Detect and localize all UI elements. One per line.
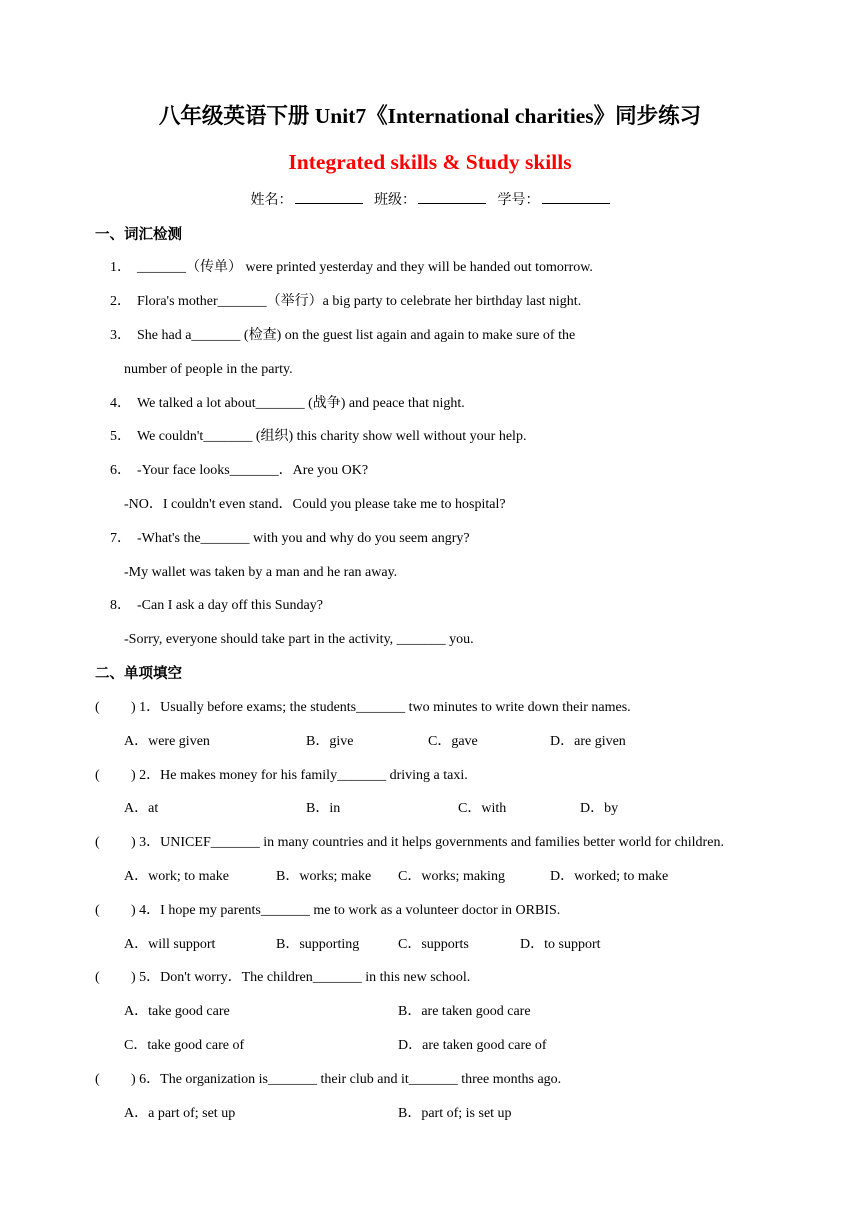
option-b[interactable]: B．works; make — [276, 869, 372, 884]
id-blank[interactable] — [542, 190, 610, 204]
vocab-item: 8． -Can I ask a day off this Sunday? — [110, 598, 323, 613]
option-d[interactable]: D．are given — [550, 734, 626, 749]
option-a[interactable]: A．will support — [124, 937, 216, 952]
question-stem: ( ) 4．I hope my parents_______ me to work as a volunteer doctor in ORBIS. — [95, 903, 561, 918]
question-stem: ( ) 1．Usually before exams; the students_______ two minutes to write down their names. — [95, 700, 631, 715]
class-blank[interactable] — [418, 190, 486, 204]
option-a[interactable]: A．were given — [124, 734, 210, 749]
class-label: 班级： — [374, 193, 416, 208]
option-c[interactable]: C．works; making — [398, 869, 505, 884]
question-stem: ( ) 3．UNICEF_______ in many countries and it helps governments and families better world for children. — [95, 835, 724, 850]
vocab-item: 6． -Your face looks_______．Are you OK? — [110, 463, 369, 478]
page-title: 八年级英语下册 Unit7《International charities》同步练习 — [158, 104, 702, 128]
section-heading-vocabulary: 一、词汇检测 — [95, 227, 182, 243]
question-stem: ( ) 2．He makes money for his family_______ driving a taxi. — [95, 768, 468, 783]
id-label: 学号： — [497, 193, 540, 208]
option-c[interactable]: C．gave — [428, 734, 478, 749]
option-a[interactable]: A．a part of; set up — [124, 1106, 236, 1121]
name-label: 姓名： — [250, 193, 293, 208]
option-b[interactable]: B．give — [306, 734, 354, 749]
page-subtitle: Integrated skills & Study skills — [288, 150, 572, 174]
question-stem: ( ) 6．The organization is_______ their club and it_______ three months ago. — [95, 1072, 562, 1087]
vocab-item: 2． Flora's mother_______（举行）a big party to celebrate her birthday last night. — [110, 294, 582, 309]
option-c[interactable]: C．supports — [398, 937, 469, 952]
section-heading-multiple-choice: 二、单项填空 — [95, 666, 182, 682]
option-a[interactable]: A．at — [124, 801, 159, 816]
option-a[interactable]: A．work; to make — [124, 869, 229, 884]
vocab-item: 1． _______（传单） were printed yesterday and they will be handed out tomorrow. — [110, 260, 593, 275]
option-d[interactable]: D．worked; to make — [550, 869, 669, 884]
option-d[interactable]: D．to support — [520, 937, 601, 952]
option-b[interactable]: B．are taken good care — [398, 1004, 531, 1019]
option-b[interactable]: B．in — [306, 801, 341, 816]
name-blank[interactable] — [295, 190, 363, 204]
option-c[interactable]: C．with — [458, 801, 507, 816]
vocab-item-continuation: -NO．I couldn't even stand．Could you please take me to hospital? — [124, 497, 506, 512]
vocab-item: 5． We couldn't_______ (组织) this charity show well without your help. — [110, 429, 527, 444]
option-d[interactable]: D．are taken good care of — [398, 1038, 547, 1053]
vocab-item: 3． She had a_______ (检查) on the guest list again and again to make sure of the — [110, 328, 576, 343]
vocab-item-continuation: -My wallet was taken by a man and he ran away. — [124, 565, 398, 580]
vocab-item: 7． -What's the_______ with you and why do you seem angry? — [110, 531, 470, 546]
option-c[interactable]: C．take good care of — [124, 1038, 245, 1053]
student-info — [0, 190, 860, 211]
vocab-item-continuation: number of people in the party. — [124, 362, 293, 377]
vocab-item-continuation: -Sorry, everyone should take part in the activity, _______ you. — [124, 632, 474, 647]
option-b[interactable]: B．supporting — [276, 937, 360, 952]
question-stem: ( ) 5．Don't worry．The children_______ in this new school. — [95, 970, 471, 985]
option-b[interactable]: B．part of; is set up — [398, 1106, 512, 1121]
vocab-item: 4． We talked a lot about_______ (战争) and peace that night. — [110, 396, 465, 411]
option-d[interactable]: D．by — [580, 801, 619, 816]
option-a[interactable]: A．take good care — [124, 1004, 230, 1019]
